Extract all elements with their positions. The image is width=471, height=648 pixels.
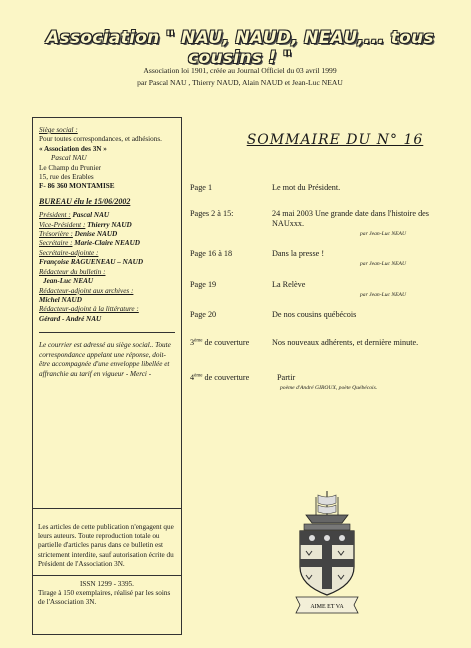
issn: ISSN 1299 - 3395. [80, 580, 134, 589]
print-run: Tirage à 150 exemplaires, réalisé par les soins de l'Association 3N. [38, 589, 171, 607]
bulletin-page: Association " NAU, NAUD, NEAU,... tous cousins ! " Association loi 1901, créée au Journal Officiel du 03 avril 1999 par Pascal NAU , Thierry NAUD, Alain NAUD et Jean-Luc NEAU Siège social : Pour toutes correspondances, et adhésions. « Association des 3N » Pascal NAU Le Champ du Prunier 15, rue des Erables F- 86 360 MONTAMISE BUREAU élu le 15/06/2002 Président : Pascal NAU Vice-Président : Thierry NAUD Trésorière : Denise NAUD Secrétaire : Marie-Claire NEAUD Secrétaire-adjointe : Françoise RAGUENEAU – NAUD Rédacteur du bulletin : Jean-Luc NEAU Rédacteur-adjoint aux archives : Michel NAUD Rédacteur-adjoint à la littérature : Gérard - André NAU Le courrier est adressé au siège social.. Toute correspondance appelant une réponse, doit-être accompagnée d'une enveloppe libellée et affranchie au tarif en vigueur - Merci - Les articles de cette publication n'engagent que leurs auteurs. Toute reproduction totale ou partielle d'articles parus dans ce bulletin est strictement interdite, sauf autorisation écrite du Président de l'Association 3N. ISSN 1299 - 3395. Tirage à 150 exemplaires, réalisé par les soins de l'Association 3N. SOMMAIRE DU N° 16 Page 1 Le mot du Président. Pages 2 à 15: 24 mai 2003 Une grande date dans l'histoire des NAUxxx. par Jean-Luc NEAU Page 16 à 18 Dans la presse ! par Jean-Luc NEAU Page 19 La Relève par Jean-Luc NEAU Page 20 De nos cousins québécois 3ème de couverture Nos nouveaux adhérents, et dernière minute. 4ème de couverture Partir poème d'André GIROUX, poète Québécois. AIME ET VA [0, 0, 471, 648]
address-line-1: Le Champ du Prunier [39, 163, 102, 172]
contact-person: Pascal NAU [51, 154, 87, 163]
founding-line: Association loi 1901, créée au Journal Officiel du 03 avril 1999 [143, 66, 337, 75]
founders-line: par Pascal NAU , Thierry NAUD, Alain NAUD et Jean-Luc NEAU [137, 78, 343, 87]
role-name: Michel NAUD [39, 295, 82, 304]
role-line: Secrétaire : Marie-Claire NEAUD [39, 239, 140, 248]
mail-notice: Le courrier est adressé au siège social.. Toute correspondance appelant une réponse, doit-être accompagnée d'une enveloppe libellée et affranchie au tarif en vigueur - Merci - [39, 341, 171, 378]
sommaire-title: SOMMAIRE DU N° 16 [246, 132, 424, 148]
role-label: Rédacteur du bulletin : [39, 267, 106, 276]
role-name: Jean-Luc NEAU [43, 277, 94, 286]
divider [39, 332, 175, 333]
address-line-2: 15, rue des Erables [39, 173, 94, 182]
role-label: Secrétaire-adjointe : [39, 248, 99, 257]
role-label: Rédacteur-adjoint aux archives : [39, 286, 134, 295]
role-line: Vice-Président : Thierry NAUD [39, 220, 132, 229]
association-title: Association " NAU, NAUD, NEAU,... tous cousins ! " [46, 28, 434, 68]
role-name: Gérard - André NAU [39, 314, 102, 323]
assoc-name: « Association des 3N » [39, 144, 107, 153]
sidebar-box [32, 117, 182, 509]
role-line: Président : Pascal NAU [39, 211, 110, 220]
siege-label: Siège social : [39, 126, 78, 134]
role-label: Rédacteur-adjoint à la littérature : [39, 305, 139, 314]
publication-box-frame [32, 509, 182, 635]
frame-bottom [32, 634, 182, 635]
crest-motto: AIME ET VA [310, 604, 344, 610]
role-line: Trésorière : Denise NAUD [39, 230, 118, 239]
bureau-heading: BUREAU élu le 15/06/2002 [39, 196, 131, 206]
address-line-3: F- 86 360 MONTAMISE [39, 182, 115, 191]
coat-of-arms-image [292, 485, 362, 625]
disclaimer: Les articles de cette publication n'engagent que leurs auteurs. Toute reproduction totale ou partielle d'articles parus dans ce bulletin est strictement interdite, sauf autorisation écrite du Président de l'Association 3N. [38, 523, 174, 568]
siege-desc: Pour toutes correspondances, et adhésions. [39, 135, 162, 144]
role-name: Françoise RAGUENEAU – NAUD [39, 258, 144, 267]
